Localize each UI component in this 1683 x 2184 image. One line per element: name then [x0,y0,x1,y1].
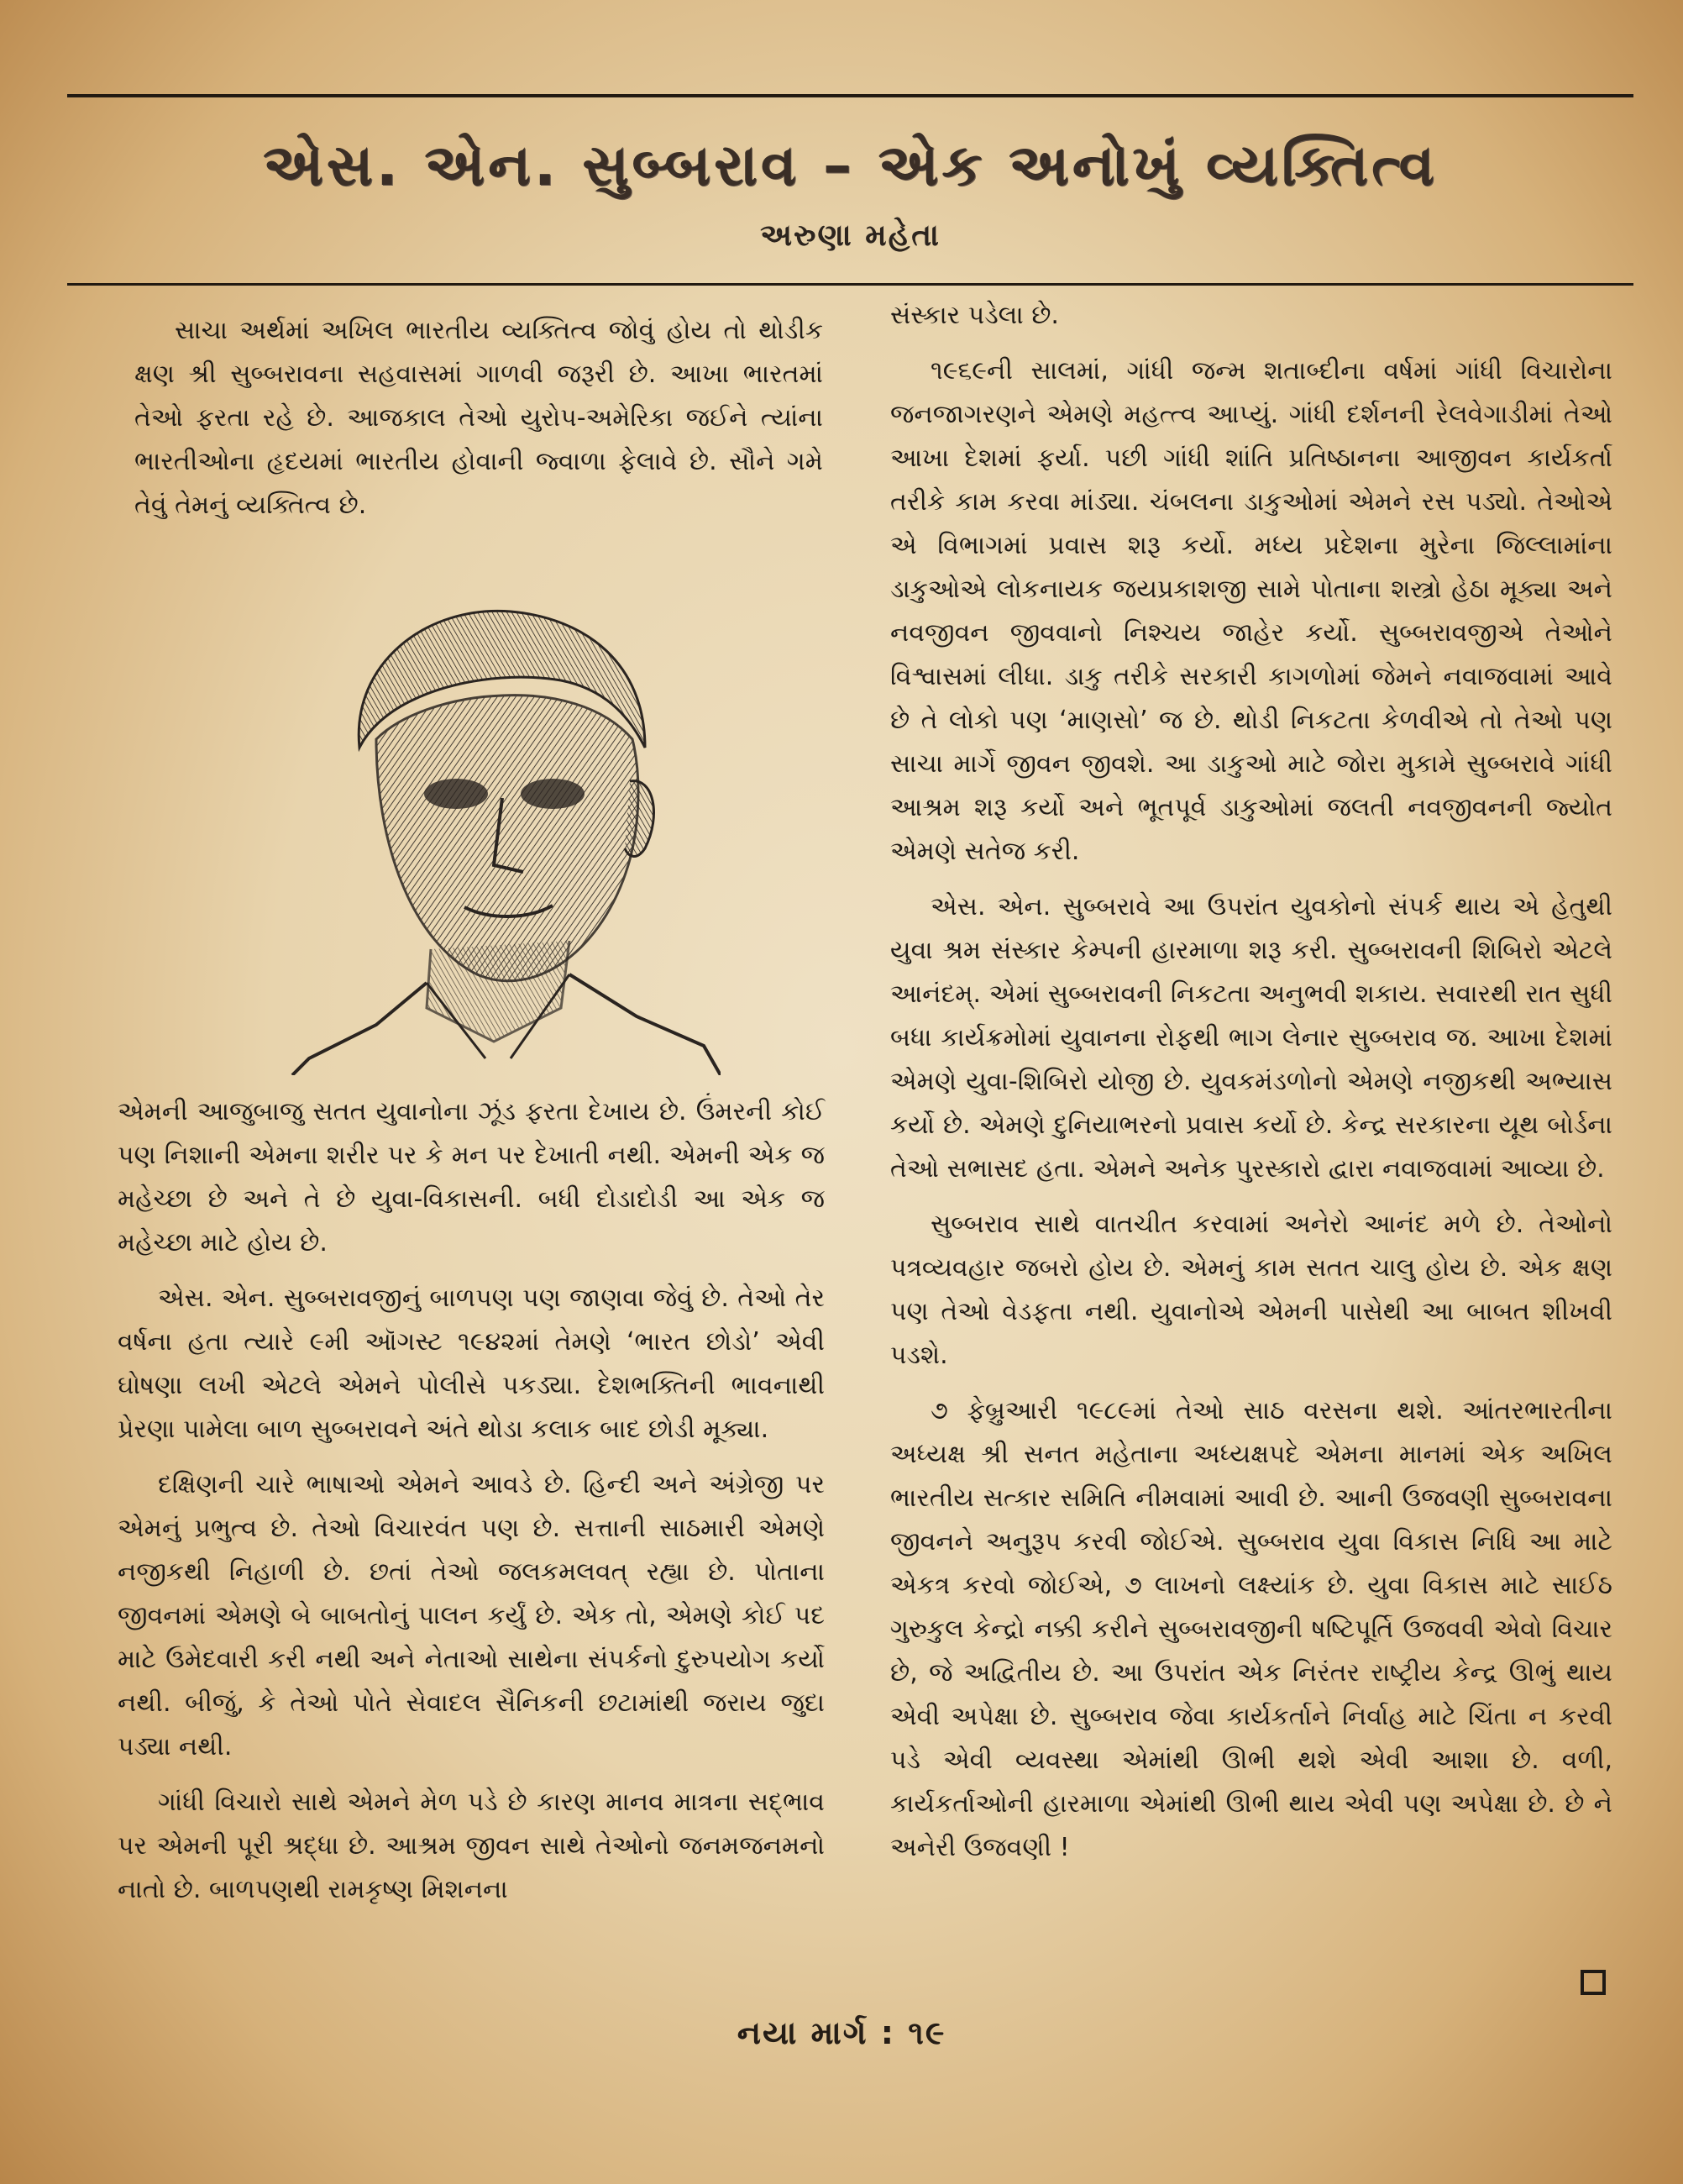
header-rule [67,283,1633,286]
left-column-bottom [118,1090,825,1924]
page-footer: નયા માર્ગ : ૧૯ [737,2014,946,2051]
portrait-illustration [284,588,721,1075]
article-author: અરુણા મહેતા [760,218,941,253]
paragraph: ૧૯૬૯ની સાલમાં, ગાંધી જન્મ શતાબ્દીના વર્ષમાં ગાંધી વિચારોના જનજાગરણને એમણે મહત્ત્વ આપ્યું. ગાંધી દર્શનની રેલવેગાડીમાં તેઓ આખા દેશમાં ફર્યા. પછી ગાંધી શાંતિ પ્રતિષ્ઠાનના આજીવન કાર્યકર્તા તરીકે કામ કરવા માંડ્યા. ચંબલના ડાકુઓમાં એમને રસ પડ્યો. તેઓએ એ વિભાગમાં પ્રવાસ શરૂ કર્યો. મધ્ય પ્રદેશના મુરેના જિલ્લામાંના ડાકુઓએ લોકનાયક જયપ્રકાશજી સામે પોતાના શસ્ત્રો હેઠા મૂક્યા અને નવજીવન જીવવાનો નિશ્ચય જાહેર કર્યો. સુબ્બરાવજીએ તેઓને વિશ્વાસમાં લીધા. ડાકુ તરીકે સરકારી કાગળોમાં જેમને નવાજવામાં આવે છે તે લોકો પણ ‘માણસો’ જ છે. થોડી નિકટતા કેળવીએ તો તેઓ પણ સાચા માર્ગે જીવન જીવશે. આ ડાકુઓ માટે જોરા મુકામે સુબ્બરાવે ગાંધી આશ્રમ શરૂ કર્યો અને ભૂતપૂર્વ ડાકુઓમાં જલતી નવજીવનની જ્યોત એમણે સતેજ કરી. [890,356,1612,866]
right-column [890,294,1612,1882]
paragraph: ૭ ફેબ્રુઆરી ૧૯૮૯માં તેઓ સાઠ વરસના થશે. આંતરભારતીના અધ્યક્ષ શ્રી સનત મહેતાના અધ્યક્ષપદે એમના માનમાં એક અખિલ ભારતીય સત્કાર સમિતિ નીમવામાં આવી છે. આની ઉજવણી સુબ્બરાવના જીવનને અનુરૂપ કરવી જોઈએ. સુબ્બરાવ યુવા વિકાસ નિધિ આ માટે એકત્ર કરવો જોઈએ, ૭ લાખનો લક્ષ્યાંક છે. યુવા વિકાસ માટે સાઈઠ ગુરુકુલ કેન્દ્રો નક્કી કરીને સુબ્બરાવજીની ષષ્ટિપૂર્તિ ઉજવવી એવો વિચાર છે, જે અદ્વિતીય છે. આ ઉપરાંત એક નિરંતર રાષ્ટ્રીય કેન્દ્ર ઊભું થાય એવી અપેક્ષા છે. સુબ્બરાવ જેવા કાર્યકર્તાને નિર્વાહ માટે ચિંતા ન કરવી પડે એવી વ્યવસ્થા એમાંથી ઊભી થશે એવી આશા છે. વળી, કાર્યકર્તાઓની હારમાળા એમાંથી ઊભી થાય એવી પણ અપેક્ષા છે. છે ને અનેરી ઉજવણી ! [890,1396,1612,1862]
paragraph: એસ. એન. સુબ્બરાવે આ ઉપરાંત યુવકોનો સંપર્ક થાય એ હેતુથી યુવા શ્રમ સંસ્કાર કેમ્પની હારમાળા શરૂ કરી. સુબ્બરાવની શિબિરો એટલે આનંદમ્. એમાં સુબ્બરાવની નિકટતા અનુભવી શકાય. સવારથી રાત સુધી બધા કાર્યક્રમોમાં યુવાનના રોફથી ભાગ લેનાર સુબ્બરાવ જ. આખા દેશમાં એમણે યુવા-શિબિરો યોજી છે. યુવકમંડળોનો એમણે નજીકથી અભ્યાસ કર્યો છે. એમણે દુનિયાભરનો પ્રવાસ કર્યો છે. કેન્દ્ર સરકારના યૂથ બોર્ડના તેઓ સભાસદ હતા. એમને અનેક પુરસ્કારો દ્વારા નવાજવામાં આવ્યા છે. [890,892,1612,1184]
paragraph: એમની આજુબાજુ સતત યુવાનોના ઝૂંડ ફરતા દેખાય છે. ઉંમરની કોઈ પણ નિશાની એમના શરીર પર કે મન પર દેખાતી નથી. એમની એક જ મહેચ્છા છે અને તે છે યુવા-વિકાસની. બધી દોડાદોડી આ એક જ મહેચ્છા માટે હોય છે. [118,1097,825,1257]
left-column-top [134,309,823,539]
top-rule [67,94,1633,97]
continued-line: સંસ્કાર પડેલા છે. [890,301,1059,330]
paragraph: સુબ્બરાવ સાથે વાતચીત કરવામાં અનેરો આનંદ મળે છે. તેઓનો પત્રવ્યવહાર જબરો હોય છે. એમનું કામ સતત ચાલુ હોય છે. એક ક્ષણ પણ તેઓ વેડફતા નથી. યુવાનોએ એમની પાસેથી આ બાબત શીખવી પડશે. [890,1210,1612,1370]
end-of-article-mark [1581,1970,1606,1995]
article-title: એસ. એન. સુબ્બરાવ – એક અનોખું વ્યક્તિત્વ [263,133,1438,199]
paragraph: એસ. એન. સુબ્બરાવજીનું બાળપણ પણ જાણવા જેવું છે. તેઓ તેર વર્ષના હતા ત્યારે ૯મી ઑગસ્ટ ૧૯૪૨માં તેમણે ‘ભારત છોડો’ એવી ઘોષણા લખી એટલે એમને પોલીસે પકડ્યા. દેશભક્તિની ભાવનાથી પ્રેરણા પામેલા બાળ સુબ્બરાવને અંતે થોડા કલાક બાદ છોડી મૂક્યા. [118,1284,825,1444]
paragraph: ગાંધી વિચારો સાથે એમને મેળ પડે છે કારણ માનવ માત્રના સદ્‌ભાવ પર એમની પૂરી શ્રદ્ધા છે. આશ્રમ જીવન સાથે તેઓનો જનમજનમનો નાતો છે. બાળપણથી રામકૃષ્ણ મિશનના [118,1788,825,1904]
paragraph: સાચા અર્થમાં અખિલ ભારતીય વ્યક્તિત્વ જોવું હોય તો થોડીક ક્ષણ શ્રી સુબ્બરાવના સહવાસમાં ગાળવી જરૂરી છે. આખા ભારતમાં તેઓ ફરતા રહે છે. આજકાલ તેઓ યુરોપ-અમેરિકા જઈને ત્યાંના ભારતીઓના હૃદયમાં ભારતીય હોવાની જ્વાળા ફેલાવે છે. સૌને ગમે તેવું તેમનું વ્યક્તિત્વ છે. [134,316,823,520]
paragraph: દક્ષિણની ચારે ભાષાઓ એમને આવડે છે. હિન્દી અને અંગ્રેજી પર એમનું પ્રભુત્વ છે. તેઓ વિચારવંત પણ છે. સત્તાની સાઠમારી એમણે નજીકથી નિહાળી છે. છતાં તેઓ જલકમલવત્ રહ્યા છે. પોતાના જીવનમાં એમણે બે બાબતોનું પાલન કર્યું છે. એક તો, એમણે કોઈ પદ માટે ઉમેદવારી કરી નથી અને નેતાઓ સાથેના સંપર્કનો દુરુપયોગ કર્યો નથી. બીજું, કે તેઓ પોતે સેવાદલ સૈનિકની છટામાંથી જરાય જુદા પડ્યા નથી. [118,1470,825,1761]
